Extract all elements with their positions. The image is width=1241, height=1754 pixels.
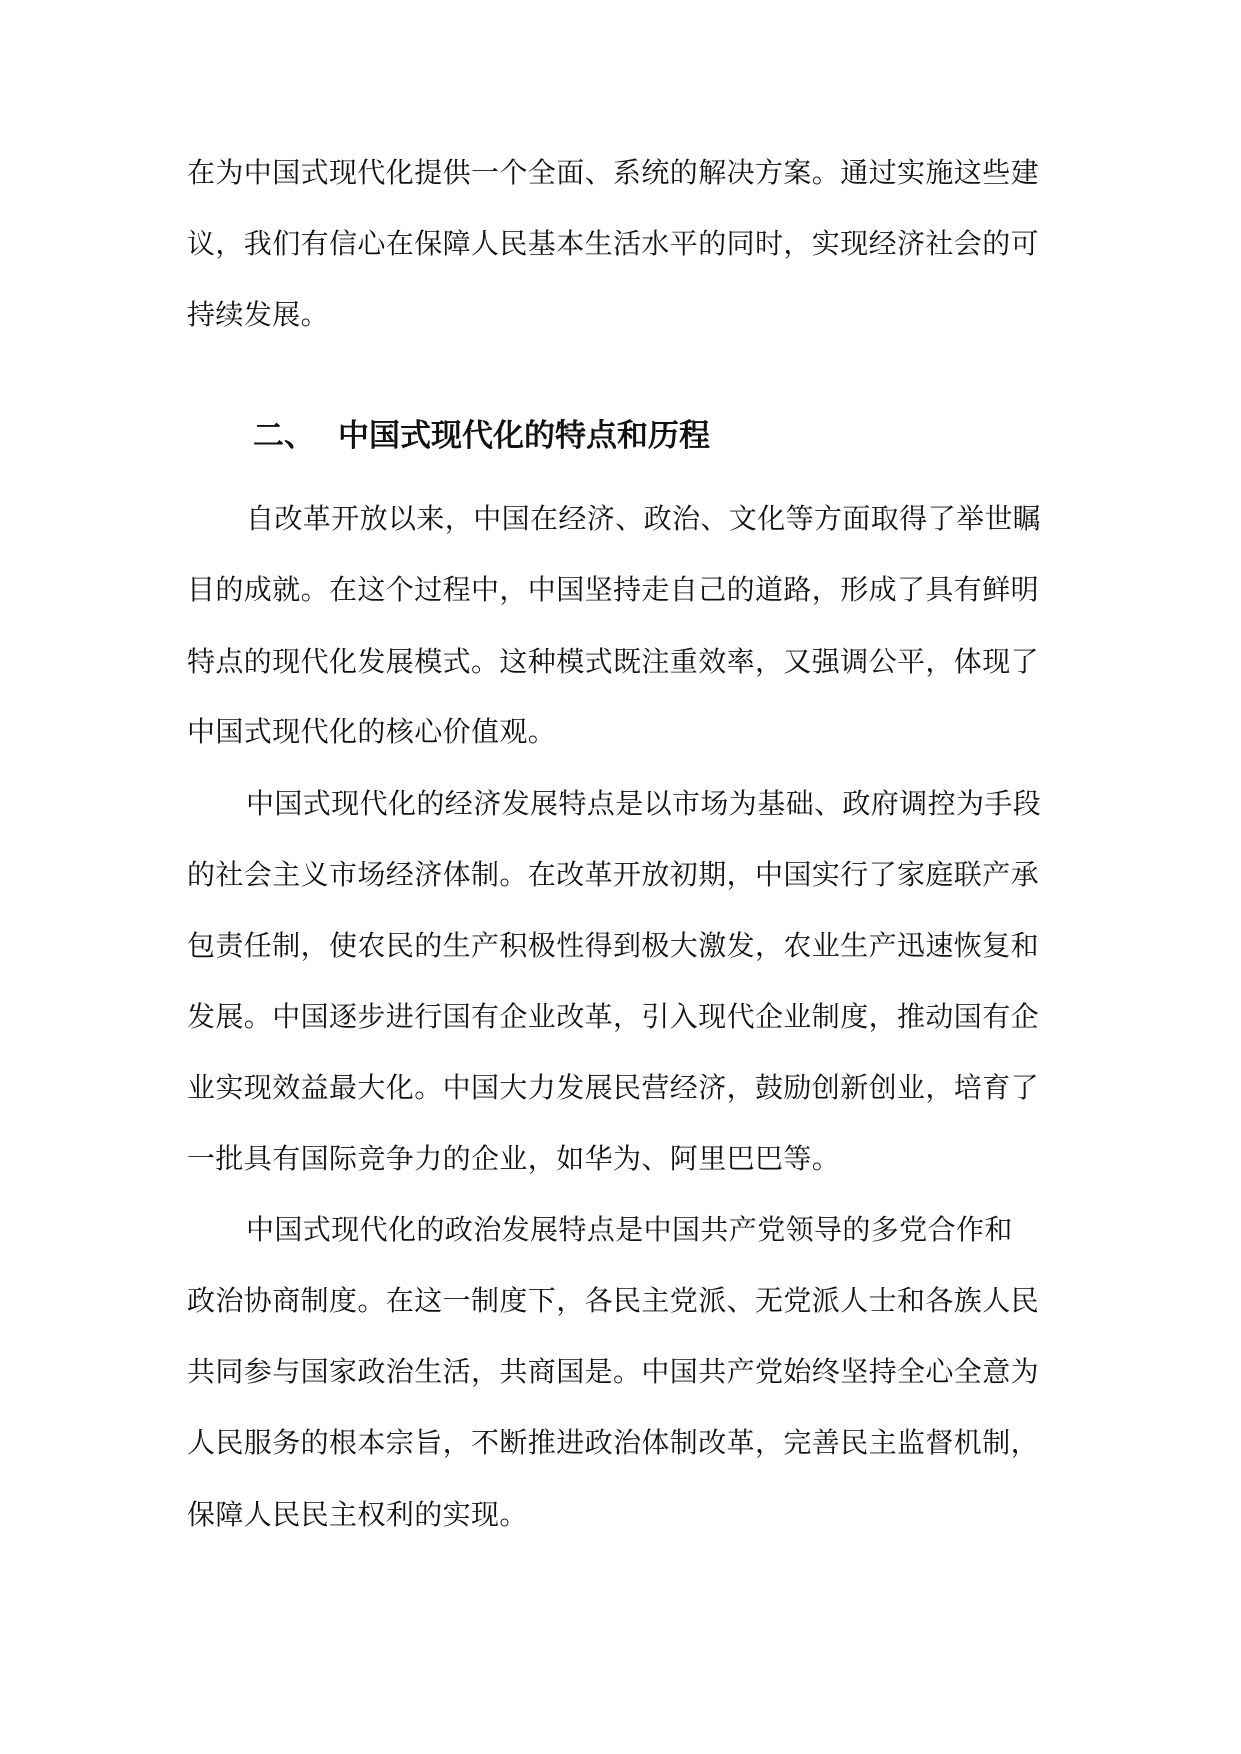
paragraph-line: 目的成就。在这个过程中，中国坚持走自己的道路，形成了具有鲜明	[187, 573, 1040, 606]
paragraph-line: 的社会主义市场经济体制。在改革开放初期，中国实行了家庭联产承	[187, 858, 1040, 891]
paragraph-line: 一批具有国际竞争力的企业，如华为、阿里巴巴等。	[187, 1142, 841, 1175]
paragraph-line: 政治协商制度。在这一制度下，各民主党派、无党派人士和各族人民	[187, 1284, 1040, 1317]
section-heading-title: 中国式现代化的特点和历程	[338, 418, 710, 454]
section-heading	[253, 414, 1013, 458]
paragraph-line: 发展。中国逐步进行国有企业改革，引入现代企业制度，推动国有企	[187, 1000, 1040, 1033]
paragraph-line: 共同参与国家政治生活，共商国是。中国共产党始终坚持全心全意为	[187, 1355, 1040, 1388]
section-heading-number: 二、	[253, 418, 315, 454]
paragraph-line: 中国式现代化的经济发展特点是以市场为基础、政府调控为手段	[246, 787, 1042, 820]
paragraph-line: 人民服务的根本宗旨，不断推进政治体制改革，完善民主监督机制，	[187, 1426, 1040, 1459]
intro-line: 议，我们有信心在保障人民基本生活水平的同时，实现经济社会的可	[187, 227, 1040, 260]
paragraph-line: 自改革开放以来，中国在经济、政治、文化等方面取得了举世瞩	[246, 502, 1042, 535]
paragraph-line: 中国式现代化的政治发展特点是中国共产党领导的多党合作和	[246, 1213, 1013, 1246]
paragraph-line: 业实现效益最大化。中国大力发展民营经济，鼓励创新创业，培育了	[187, 1071, 1040, 1104]
paragraph-line: 保障人民民主权利的实现。	[187, 1498, 528, 1531]
paragraph-line: 中国式现代化的核心价值观。	[187, 715, 557, 748]
paragraph-line: 特点的现代化发展模式。这种模式既注重效率，又强调公平，体现了	[187, 645, 1040, 678]
intro-line: 持续发展。	[187, 298, 330, 331]
paragraph-line: 包责任制，使农民的生产积极性得到极大激发，农业生产迅速恢复和	[187, 929, 1040, 962]
intro-line: 在为中国式现代化提供一个全面、系统的解决方案。通过实施这些建	[187, 156, 1040, 189]
